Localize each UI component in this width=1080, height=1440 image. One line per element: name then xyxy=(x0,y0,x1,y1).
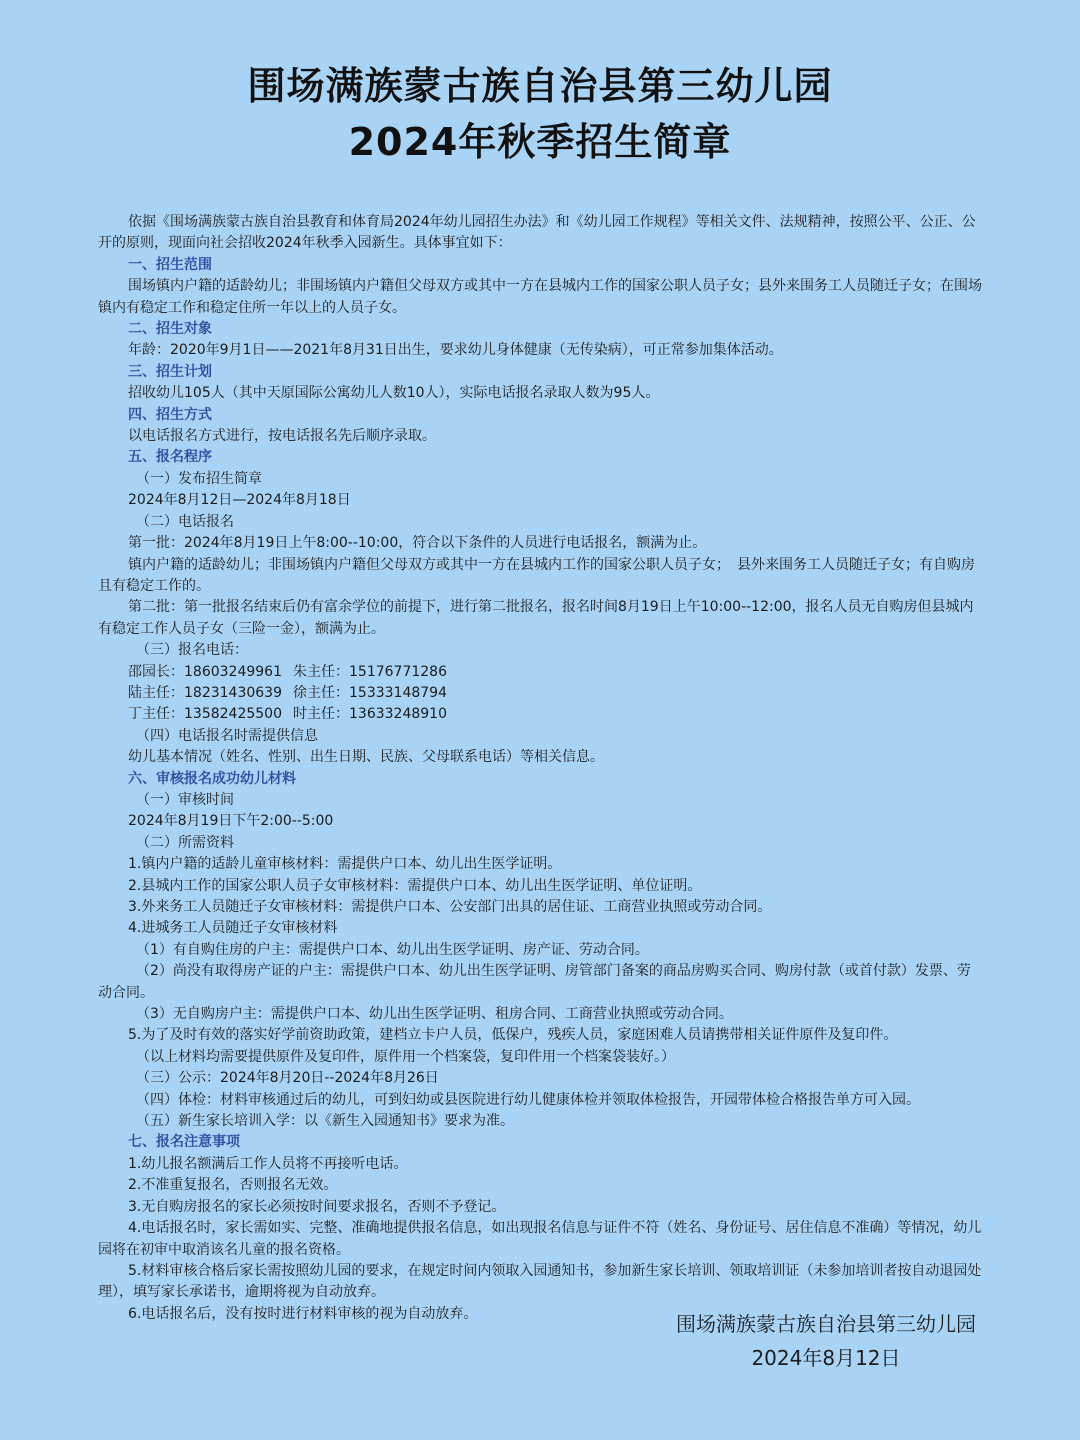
procedure-sub4-text: 幼儿基本情况（姓名、性别、出生日期、民族、父母联系电话）等相关信息。 xyxy=(128,749,604,766)
review-note: （以上材料均需要提供原件及复印件，原件用一个档案袋，复印件用一个档案袋装好。） xyxy=(136,1048,675,1065)
procedure-batch1-detail: 镇内户籍的适龄幼儿；非围场镇内户籍但父母双方或其中一方在县城内工作的国家公职人员子女； 县外来围务工人员随迁子女；有自购房且有稳定工作的。 xyxy=(98,556,975,594)
section-heading-target: 二、招生对象 xyxy=(128,321,212,338)
contact-phone: 时主任：13633248910 xyxy=(293,706,447,723)
contact-phone: 丁主任：13582425500 xyxy=(128,706,282,723)
section-text-method: 以电话报名方式进行，按电话报名先后顺序录取。 xyxy=(128,428,436,445)
contact-phone: 徐主任：15333148794 xyxy=(293,684,447,701)
page-subtitle: 2024年秋季招生简章 xyxy=(348,120,732,164)
procedure-sub1: （一）发布招生简章 xyxy=(136,470,262,487)
page-title: 围场满族蒙古族自治县第三幼儿园 xyxy=(247,64,833,108)
intro-paragraph: 依据《围场满族蒙古族自治县教育和体育局2024年幼儿园招生办法》和《幼儿园工作规程》等相关文件、法规精神，按照公平、公正、公开的原则，现面向社会招收2024年秋季入园新生。具体事宜如下： xyxy=(98,214,976,252)
review-item: 4.进城务工人员随迁子女审核材料 xyxy=(128,920,338,937)
procedure-batch2: 第二批：第一批报名结束后仍有富余学位的前提下，进行第二批报名，报名时间8月19日上午10:00--12:00，报名人员无自购房但县城内有稳定工作人员子女（三险一金），额满为止。 xyxy=(98,599,974,637)
section-heading-procedure: 五、报名程序 xyxy=(128,449,212,466)
contact-row xyxy=(98,704,982,725)
section-text-target: 年龄：2020年9月1日——2021年8月31日出生，要求幼儿身体健康（无传染病），可正常参加集体活动。 xyxy=(128,342,783,359)
signature-org: 围场满族蒙古族自治县第三幼儿园 xyxy=(676,1312,976,1336)
section-heading-review: 六、审核报名成功幼儿材料 xyxy=(128,770,296,787)
section-text-scope: 围场镇内户籍的适龄幼儿；非围场镇内户籍但父母双方或其中一方在县城内工作的国家公职人员子女；县外来围务工人员随迁子女；在围场镇内有稳定工作和稳定住所一年以上的人员子女。 xyxy=(98,278,982,316)
review-item: 1.镇内户籍的适龄儿童审核材料：需提供户口本、幼儿出生医学证明。 xyxy=(128,856,562,873)
signature-date: 2024年8月12日 xyxy=(751,1346,901,1370)
contact-row xyxy=(98,662,982,683)
review-item4-sub: （2）尚没有取得房产证的户主：需提供户口本、幼儿出生医学证明、房管部门备案的商品房购买合同、购房付款（或首付款）发票、劳动合同。 xyxy=(98,963,971,1001)
review-item: 2.县城内工作的国家公职人员子女审核材料：需提供户口本、幼儿出生医学证明、单位证明。 xyxy=(128,877,702,894)
notes-item: 3.无自购房报名的家长必须按时间要求报名，否则不予登记。 xyxy=(128,1198,506,1215)
procedure-batch1: 第一批：2024年8月19日上午8:00--10:00，符合以下条件的人员进行电话报名，额满为止。 xyxy=(128,535,707,552)
review-item4-sub: （1）有自购住房的户主：需提供户口本、幼儿出生医学证明、房产证、劳动合同。 xyxy=(136,941,649,958)
notes-item: 6.电话报名后，没有按时进行材料审核的视为自动放弃。 xyxy=(128,1305,478,1322)
notes-item: 1.幼儿报名额满后工作人员将不再接听电话。 xyxy=(128,1155,408,1172)
section-heading-method: 四、招生方式 xyxy=(128,406,212,423)
review-sub4: （四）体检：材料审核通过后的幼儿，可到妇幼或县医院进行幼儿健康体检并领取体检报告，开园带体检合格报告单方可入园。 xyxy=(136,1091,920,1108)
notes-item: 2.不准重复报名，否则报名无效。 xyxy=(128,1177,338,1194)
review-sub2: （二）所需资料 xyxy=(136,834,234,851)
review-item4-sub: （3）无自购房户主：需提供户口本、幼儿出生医学证明、租房合同、工商营业执照或劳动合同。 xyxy=(136,1006,733,1023)
contact-phone: 邵园长：18603249961 xyxy=(128,663,282,680)
notice-body xyxy=(98,212,982,1325)
procedure-sub4: （四）电话报名时需提供信息 xyxy=(136,727,318,744)
section-text-plan: 招收幼儿105人（其中天原国际公寓幼儿人数10人），实际电话报名录取人数为95人。 xyxy=(128,385,660,402)
notes-item: 5.材料审核合格后家长需按照幼儿园的要求，在规定时间内领取入园通知书，参加新生家长培训、领取培训证（未参加培训者按自动退园处理），填写家长承诺书，逾期将视为自动放弃。 xyxy=(98,1262,982,1301)
notes-item: 4.电话报名时，家长需如实、完整、准确地提供报名信息，如出现报名信息与证件不符（姓名、身份证号、居住信息不准确）等情况，幼儿园将在初审中取消该名儿童的报名资格。 xyxy=(98,1220,982,1258)
section-heading-plan: 三、招生计划 xyxy=(128,363,212,380)
review-sub1-text: 2024年8月19日下午2:00--5:00 xyxy=(128,813,334,830)
procedure-sub3: （三）报名电话： xyxy=(136,642,248,659)
procedure-sub1-date: 2024年8月12日—2024年8月18日 xyxy=(128,492,351,509)
section-heading-scope: 一、招生范围 xyxy=(128,256,212,273)
review-sub5: （五）新生家长培训入学：以《新生入园通知书》要求为准。 xyxy=(136,1113,514,1130)
review-item: 3.外来务工人员随迁子女审核材料：需提供户口本、公安部门出具的居住证、工商营业执照或劳动合同。 xyxy=(128,899,772,915)
signature-block xyxy=(676,1308,976,1374)
review-sub1: （一）审核时间 xyxy=(136,791,234,808)
contact-phone: 陆主任：18231430639 xyxy=(128,684,282,701)
review-sub3: （三）公示：2024年8月20日--2024年8月26日 xyxy=(136,1070,439,1087)
contact-phone: 朱主任：15176771286 xyxy=(293,663,447,680)
review-item: 5.为了及时有效的落实好学前资助政策，建档立卡户人员，低保户，残疾人员，家庭困难人员请携带相关证件原件及复印件。 xyxy=(128,1027,898,1044)
section-heading-notes: 七、报名注意事项 xyxy=(128,1134,240,1151)
procedure-sub2: （二）电话报名 xyxy=(136,513,234,530)
contact-row xyxy=(98,683,982,704)
